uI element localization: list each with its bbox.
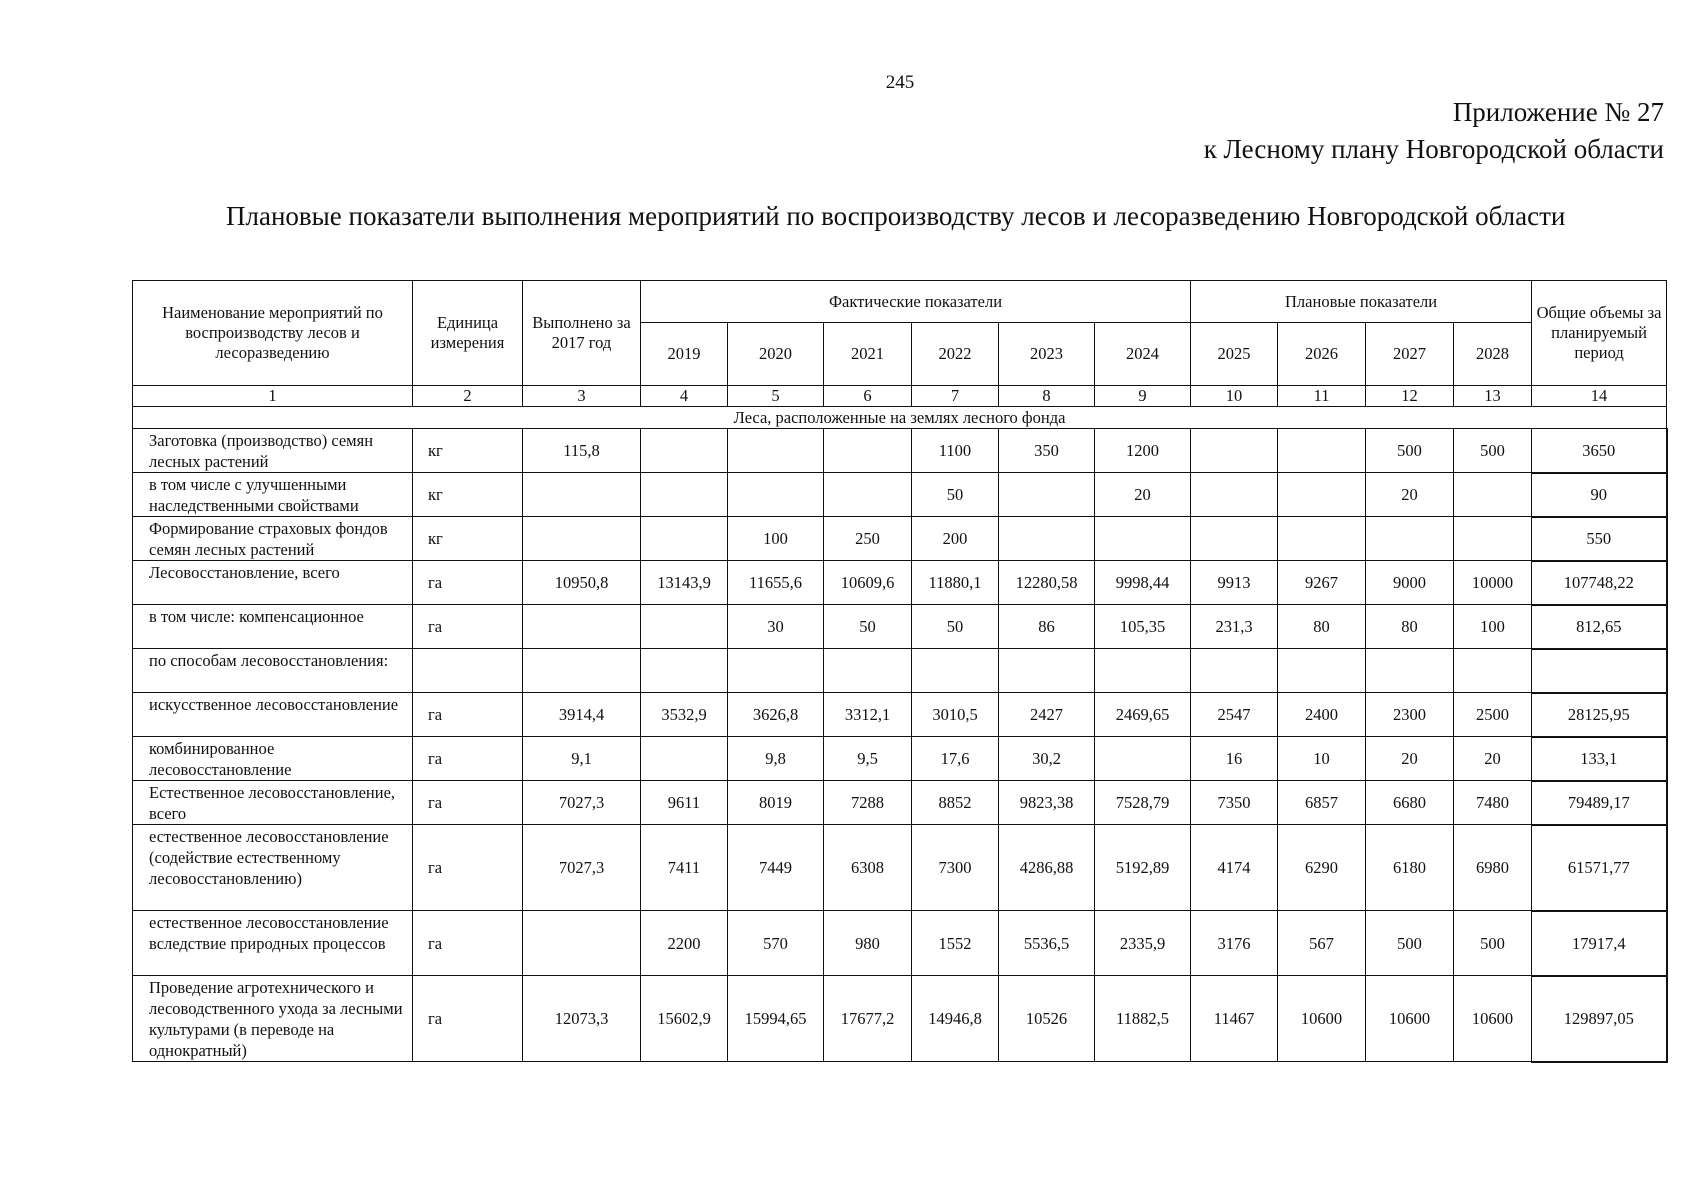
header-done-2017: Выполнено за 2017 год (523, 281, 641, 386)
row-value-cell: 11882,5 (1095, 976, 1191, 1062)
row-value-cell: 9000 (1366, 561, 1454, 605)
row-value-cell: 6857 (1278, 781, 1366, 825)
row-value-cell: 2335,9 (1095, 911, 1191, 976)
row-value-cell (728, 473, 824, 517)
row-value-cell: 12280,58 (999, 561, 1095, 605)
row-value-cell: 10526 (999, 976, 1095, 1062)
row-value-cell: 10 (1278, 737, 1366, 781)
table-row (133, 781, 1667, 825)
row-value-cell: 115,8 (523, 429, 641, 473)
row-value-cell: 2427 (999, 693, 1095, 737)
row-value-cell (1278, 649, 1366, 693)
row-value-cell: 10600 (1278, 976, 1366, 1062)
header-year: 2025 (1191, 323, 1278, 386)
row-value-cell: 17,6 (912, 737, 999, 781)
row-value-cell: 50 (912, 473, 999, 517)
row-value-cell: 350 (999, 429, 1095, 473)
column-number: 1 (133, 386, 413, 407)
row-value-cell: 9998,44 (1095, 561, 1191, 605)
row-value-cell (641, 473, 728, 517)
row-value-cell: 10950,8 (523, 561, 641, 605)
header-year: 2022 (912, 323, 999, 386)
row-value-cell: 80 (1278, 605, 1366, 649)
row-unit-cell: га (413, 976, 523, 1062)
table-row (133, 649, 1667, 693)
row-value-cell (641, 517, 728, 561)
row-value-cell (999, 473, 1095, 517)
row-value-cell: 80 (1366, 605, 1454, 649)
row-value-cell: 500 (1454, 429, 1532, 473)
row-value-cell (1095, 649, 1191, 693)
row-total-cell: 107748,22 (1532, 561, 1667, 605)
header-year: 2027 (1366, 323, 1454, 386)
row-value-cell (1454, 517, 1532, 561)
row-value-cell: 20 (1454, 737, 1532, 781)
header-actual-group: Фактические показатели (641, 281, 1191, 323)
row-total-cell (1532, 649, 1667, 693)
row-value-cell: 2300 (1366, 693, 1454, 737)
row-unit-cell: га (413, 781, 523, 825)
row-value-cell: 500 (1454, 911, 1532, 976)
row-value-cell: 6290 (1278, 825, 1366, 911)
table-row (133, 429, 1667, 473)
row-value-cell (1278, 517, 1366, 561)
row-unit-cell: га (413, 911, 523, 976)
row-unit-cell: кг (413, 429, 523, 473)
row-value-cell: 5536,5 (999, 911, 1095, 976)
row-value-cell (999, 517, 1095, 561)
column-number: 7 (912, 386, 999, 407)
row-value-cell: 11655,6 (728, 561, 824, 605)
row-total-cell: 550 (1532, 517, 1667, 561)
row-unit-cell: га (413, 561, 523, 605)
table-row (133, 693, 1667, 737)
header-total: Общие объемы за планируемый период (1532, 281, 1667, 386)
row-name-cell: Заготовка (производство) семян лесных растений (133, 429, 413, 473)
row-value-cell (1366, 517, 1454, 561)
row-value-cell: 567 (1278, 911, 1366, 976)
row-value-cell (523, 649, 641, 693)
row-total-cell: 133,1 (1532, 737, 1667, 781)
row-value-cell: 250 (824, 517, 912, 561)
row-total-cell: 90 (1532, 473, 1667, 517)
row-value-cell: 4286,88 (999, 825, 1095, 911)
row-value-cell: 231,3 (1191, 605, 1278, 649)
row-value-cell: 3626,8 (728, 693, 824, 737)
column-number: 3 (523, 386, 641, 407)
row-value-cell: 500 (1366, 911, 1454, 976)
row-value-cell: 8852 (912, 781, 999, 825)
column-number: 4 (641, 386, 728, 407)
row-value-cell: 3010,5 (912, 693, 999, 737)
row-value-cell: 6980 (1454, 825, 1532, 911)
row-value-cell: 16 (1191, 737, 1278, 781)
row-unit-cell: га (413, 693, 523, 737)
column-number: 14 (1532, 386, 1667, 407)
row-name-cell: естественное лесовосстановление (содействие естественному лесовосстановлению) (133, 825, 413, 911)
table-row (133, 976, 1667, 1062)
row-value-cell: 13143,9 (641, 561, 728, 605)
row-value-cell: 1100 (912, 429, 999, 473)
section-title: Леса, расположенные на землях лесного фонда (133, 407, 1667, 429)
row-value-cell: 2469,65 (1095, 693, 1191, 737)
row-name-cell: комбинированное лесовосстановление (133, 737, 413, 781)
table-row (133, 737, 1667, 781)
row-value-cell: 11467 (1191, 976, 1278, 1062)
row-value-cell (523, 605, 641, 649)
row-value-cell: 7480 (1454, 781, 1532, 825)
row-value-cell (641, 649, 728, 693)
row-value-cell: 20 (1095, 473, 1191, 517)
row-value-cell (1191, 649, 1278, 693)
column-number: 12 (1366, 386, 1454, 407)
row-value-cell (523, 473, 641, 517)
row-value-cell: 8019 (728, 781, 824, 825)
row-value-cell: 11880,1 (912, 561, 999, 605)
row-value-cell: 7528,79 (1095, 781, 1191, 825)
column-number: 10 (1191, 386, 1278, 407)
row-value-cell: 100 (1454, 605, 1532, 649)
row-value-cell: 200 (912, 517, 999, 561)
row-value-cell: 15994,65 (728, 976, 824, 1062)
row-value-cell: 10600 (1366, 976, 1454, 1062)
row-value-cell: 9823,38 (999, 781, 1095, 825)
row-name-cell: естественное лесовосстановление вследствие природных процессов (133, 911, 413, 976)
row-value-cell (999, 649, 1095, 693)
table-row (133, 605, 1667, 649)
row-value-cell: 50 (912, 605, 999, 649)
row-value-cell: 30 (728, 605, 824, 649)
indicators-table (132, 280, 1668, 1063)
column-number: 2 (413, 386, 523, 407)
appendix-line-2: к Лесному плану Новгородской области (1203, 134, 1664, 164)
row-value-cell (1095, 517, 1191, 561)
row-name-cell: Проведение агротехнического и лесоводственного ухода за лесными культурами (в переводе на однократный) (133, 976, 413, 1062)
row-name-cell: Формирование страховых фондов семян лесных растений (133, 517, 413, 561)
header-year: 2028 (1454, 323, 1532, 386)
row-value-cell (1454, 473, 1532, 517)
row-value-cell: 7027,3 (523, 781, 641, 825)
row-value-cell: 10600 (1454, 976, 1532, 1062)
header-year: 2019 (641, 323, 728, 386)
row-value-cell: 100 (728, 517, 824, 561)
row-value-cell: 9267 (1278, 561, 1366, 605)
row-value-cell: 3532,9 (641, 693, 728, 737)
row-value-cell: 14946,8 (912, 976, 999, 1062)
row-name-cell: по способам лесовосстановления: (133, 649, 413, 693)
row-value-cell: 86 (999, 605, 1095, 649)
row-value-cell: 2200 (641, 911, 728, 976)
row-value-cell: 3176 (1191, 911, 1278, 976)
row-value-cell: 9913 (1191, 561, 1278, 605)
row-value-cell (728, 649, 824, 693)
row-value-cell (1454, 649, 1532, 693)
document-title: Плановые показатели выполнения мероприятий по воспроизводству лесов и лесоразведению Новгородской области (226, 201, 1566, 231)
row-value-cell (824, 649, 912, 693)
row-value-cell: 3914,4 (523, 693, 641, 737)
row-value-cell: 12073,3 (523, 976, 641, 1062)
row-value-cell: 10609,6 (824, 561, 912, 605)
header-year: 2024 (1095, 323, 1191, 386)
table-row (133, 517, 1667, 561)
row-name-cell: искусственное лесовосстановление (133, 693, 413, 737)
table-row (133, 473, 1667, 517)
row-unit-cell: га (413, 825, 523, 911)
row-value-cell: 3312,1 (824, 693, 912, 737)
row-total-cell: 61571,77 (1532, 825, 1667, 911)
row-value-cell: 2547 (1191, 693, 1278, 737)
row-value-cell (1191, 473, 1278, 517)
row-value-cell (824, 473, 912, 517)
row-value-cell: 9611 (641, 781, 728, 825)
row-value-cell (1366, 649, 1454, 693)
column-number: 11 (1278, 386, 1366, 407)
row-value-cell: 7288 (824, 781, 912, 825)
row-value-cell (641, 605, 728, 649)
row-value-cell: 17677,2 (824, 976, 912, 1062)
row-value-cell (912, 649, 999, 693)
row-value-cell: 2400 (1278, 693, 1366, 737)
row-value-cell: 5192,89 (1095, 825, 1191, 911)
row-value-cell (1278, 429, 1366, 473)
row-name-cell: в том числе с улучшенными наследственными свойствами (133, 473, 413, 517)
row-value-cell (824, 429, 912, 473)
row-value-cell: 9,1 (523, 737, 641, 781)
row-value-cell: 7300 (912, 825, 999, 911)
row-total-cell: 17917,4 (1532, 911, 1667, 976)
row-value-cell (728, 429, 824, 473)
row-value-cell (523, 517, 641, 561)
column-number: 6 (824, 386, 912, 407)
row-total-cell: 129897,05 (1532, 976, 1667, 1062)
row-value-cell: 6680 (1366, 781, 1454, 825)
table-row (133, 911, 1667, 976)
row-value-cell: 15602,9 (641, 976, 728, 1062)
row-total-cell: 812,65 (1532, 605, 1667, 649)
row-value-cell: 20 (1366, 737, 1454, 781)
column-number: 5 (728, 386, 824, 407)
column-number: 13 (1454, 386, 1532, 407)
row-value-cell: 980 (824, 911, 912, 976)
table-body (133, 407, 1667, 1062)
row-value-cell: 500 (1366, 429, 1454, 473)
row-value-cell: 2500 (1454, 693, 1532, 737)
row-value-cell: 570 (728, 911, 824, 976)
row-unit-cell: кг (413, 473, 523, 517)
row-name-cell: Естественное лесовосстановление, всего (133, 781, 413, 825)
header-year: 2026 (1278, 323, 1366, 386)
column-number: 8 (999, 386, 1095, 407)
header-year: 2021 (824, 323, 912, 386)
header-year: 2023 (999, 323, 1095, 386)
appendix-note (1204, 94, 1664, 168)
header-unit: Единица измерения (413, 281, 523, 386)
row-value-cell: 7449 (728, 825, 824, 911)
table-row (133, 825, 1667, 911)
row-value-cell: 105,35 (1095, 605, 1191, 649)
row-unit-cell: га (413, 605, 523, 649)
row-value-cell: 1552 (912, 911, 999, 976)
row-total-cell: 3650 (1532, 429, 1667, 473)
row-value-cell (1095, 737, 1191, 781)
table-row (133, 561, 1667, 605)
row-value-cell: 7411 (641, 825, 728, 911)
row-unit-cell: кг (413, 517, 523, 561)
row-value-cell: 30,2 (999, 737, 1095, 781)
row-value-cell: 7027,3 (523, 825, 641, 911)
header-year: 2020 (728, 323, 824, 386)
row-value-cell (1191, 517, 1278, 561)
row-value-cell: 20 (1366, 473, 1454, 517)
row-value-cell: 50 (824, 605, 912, 649)
row-value-cell (1191, 429, 1278, 473)
row-value-cell (641, 429, 728, 473)
row-total-cell: 28125,95 (1532, 693, 1667, 737)
row-value-cell: 6308 (824, 825, 912, 911)
row-value-cell: 6180 (1366, 825, 1454, 911)
row-value-cell (523, 911, 641, 976)
row-name-cell: в том числе: компенсационное (133, 605, 413, 649)
column-number: 9 (1095, 386, 1191, 407)
row-value-cell: 9,5 (824, 737, 912, 781)
row-unit-cell (413, 649, 523, 693)
row-value-cell: 9,8 (728, 737, 824, 781)
row-value-cell (1278, 473, 1366, 517)
row-value-cell (641, 737, 728, 781)
row-unit-cell: га (413, 737, 523, 781)
row-name-cell: Лесовосстановление, всего (133, 561, 413, 605)
row-total-cell: 79489,17 (1532, 781, 1667, 825)
row-value-cell: 7350 (1191, 781, 1278, 825)
row-value-cell: 4174 (1191, 825, 1278, 911)
header-plan-group: Плановые показатели (1191, 281, 1532, 323)
row-value-cell: 1200 (1095, 429, 1191, 473)
page-number: 245 (885, 72, 915, 93)
row-value-cell: 10000 (1454, 561, 1532, 605)
appendix-line-1: Приложение № 27 (1452, 97, 1664, 127)
header-name: Наименование мероприятий по воспроизводству лесов и лесоразведению (133, 281, 413, 386)
